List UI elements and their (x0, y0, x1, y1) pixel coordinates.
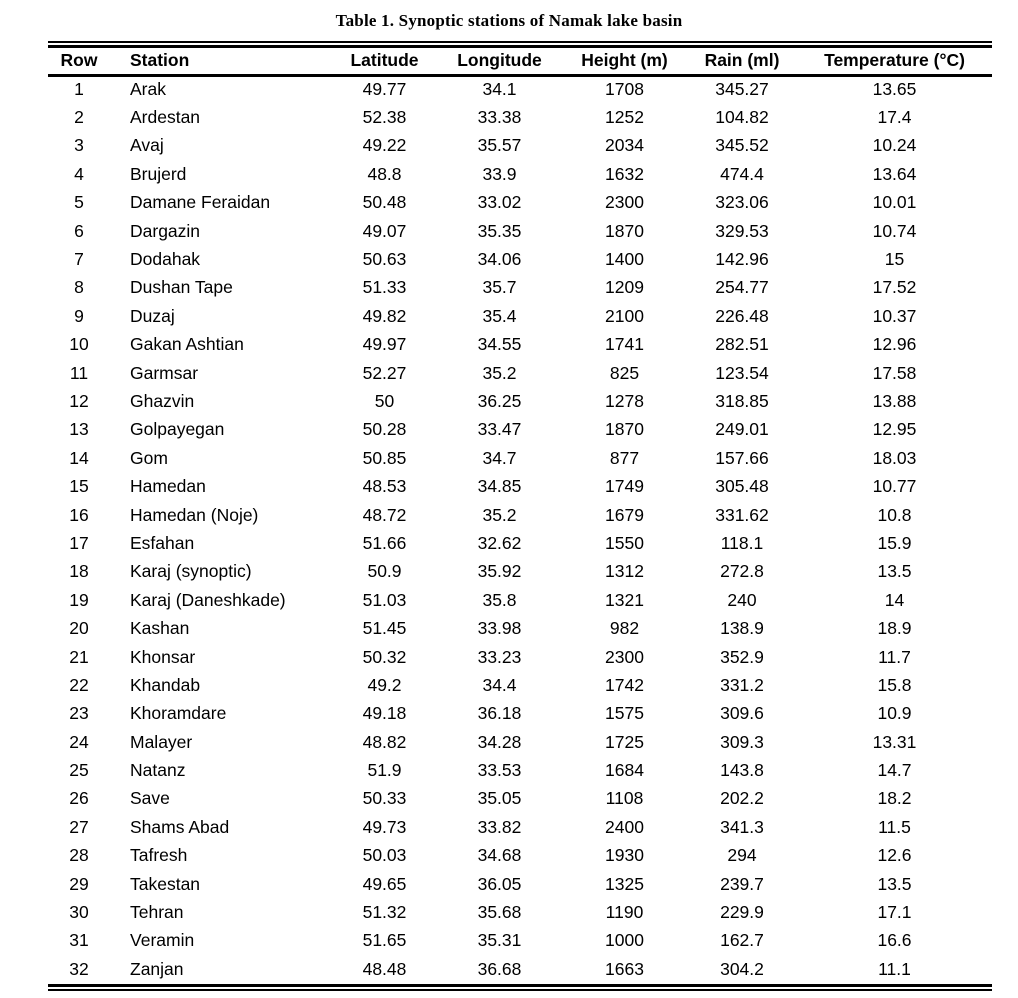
cell-latitude: 50.28 (362, 419, 407, 440)
cell-longitude: 34.28 (477, 731, 522, 752)
cell-row-number: 1 (74, 79, 84, 100)
cell-station-name: Shams Abad (130, 816, 230, 837)
cell-height: 1400 (605, 249, 644, 270)
cell-height: 1550 (605, 532, 644, 553)
cell-row-number: 19 (69, 589, 89, 610)
table-row (48, 529, 992, 557)
cell-height: 2300 (605, 646, 644, 667)
cell-longitude: 35.92 (477, 561, 522, 582)
cell-station-name: Malayer (130, 731, 193, 752)
cell-rain: 309.6 (720, 703, 764, 724)
cell-rain: 249.01 (715, 419, 769, 440)
cell-rain: 329.53 (715, 220, 769, 241)
cell-station-name: Hamedan (Noje) (130, 504, 259, 525)
table-row (48, 898, 992, 926)
cell-latitude: 51.32 (362, 902, 407, 923)
cell-latitude: 49.22 (362, 135, 407, 156)
cell-height: 1749 (605, 476, 644, 497)
cell-temperature: 17.4 (877, 107, 912, 128)
cell-longitude: 33.98 (477, 618, 522, 639)
cell-latitude: 48.8 (367, 163, 402, 184)
cell-station-name: Damane Feraidan (130, 192, 271, 213)
cell-station-name: Hamedan (130, 476, 206, 497)
cell-height: 1708 (605, 79, 644, 100)
cell-latitude: 51.45 (362, 618, 407, 639)
cell-row-number: 29 (69, 873, 89, 894)
cell-latitude: 50.85 (362, 447, 407, 468)
cell-row-number: 24 (69, 731, 89, 752)
cell-temperature: 11.1 (878, 958, 911, 979)
stations-table (48, 41, 992, 991)
cell-height: 1741 (605, 334, 644, 355)
cell-latitude: 49.2 (367, 674, 402, 695)
cell-rain: 331.2 (720, 674, 764, 695)
cell-row-number: 6 (74, 220, 84, 241)
cell-longitude: 33.82 (477, 816, 522, 837)
cell-latitude: 52.27 (362, 362, 407, 383)
cell-row-number: 27 (69, 816, 89, 837)
cell-rain: 474.4 (720, 163, 764, 184)
cell-latitude: 49.07 (362, 220, 407, 241)
cell-station-name: Veramin (130, 930, 195, 951)
cell-longitude: 36.25 (477, 390, 522, 411)
cell-row-number: 12 (69, 390, 89, 411)
cell-station-name: Zanjan (130, 958, 184, 979)
table-row (48, 189, 992, 217)
cell-longitude: 35.2 (482, 362, 517, 383)
cell-height: 1742 (605, 674, 644, 695)
cell-row-number: 21 (69, 646, 89, 667)
table-row (48, 614, 992, 642)
cell-station-name: Takestan (130, 873, 201, 894)
cell-temperature: 10.77 (872, 476, 917, 497)
cell-height: 2100 (605, 305, 644, 326)
cell-rain: 104.82 (715, 107, 769, 128)
cell-row-number: 3 (74, 135, 84, 156)
cell-row-number: 22 (69, 674, 89, 695)
table-row (48, 813, 992, 841)
table-body (48, 75, 992, 984)
cell-station-name: Esfahan (130, 532, 195, 553)
cell-temperature: 17.52 (872, 277, 917, 298)
table-row (48, 472, 992, 500)
cell-temperature: 15.9 (877, 532, 912, 553)
cell-longitude: 35.31 (477, 930, 522, 951)
cell-rain: 345.52 (715, 135, 769, 156)
cell-rain: 239.7 (720, 873, 764, 894)
cell-height: 1312 (605, 561, 644, 582)
cell-station-name: Brujerd (130, 163, 187, 184)
cell-height: 1725 (605, 731, 644, 752)
cell-longitude: 35.4 (482, 305, 517, 326)
cell-latitude: 49.82 (362, 305, 407, 326)
cell-temperature: 17.1 (877, 902, 912, 923)
cell-temperature: 18.03 (872, 447, 917, 468)
cell-row-number: 30 (69, 902, 89, 923)
cell-rain: 352.9 (720, 646, 764, 667)
cell-height: 1684 (605, 760, 644, 781)
cell-height: 1278 (605, 390, 644, 411)
cell-longitude: 36.18 (477, 703, 522, 724)
cell-height: 1108 (605, 788, 644, 809)
cell-longitude: 36.68 (477, 958, 522, 979)
header-row-number: Row (48, 48, 110, 75)
cell-station-name: Khandab (130, 674, 201, 695)
cell-temperature: 16.6 (877, 930, 912, 951)
cell-rain: 143.8 (720, 760, 764, 781)
cell-row-number: 5 (74, 192, 84, 213)
cell-station-name: Karaj (synoptic) (130, 561, 252, 582)
cell-station-name: Duzaj (130, 305, 175, 326)
cell-longitude: 35.57 (477, 135, 522, 156)
table-row (48, 728, 992, 756)
cell-latitude: 51.66 (362, 532, 407, 553)
cell-height: 1000 (605, 930, 644, 951)
cell-latitude: 49.73 (362, 816, 407, 837)
table-header (48, 48, 992, 75)
cell-station-name: Karaj (Daneshkade) (130, 589, 286, 610)
cell-rain: 305.48 (715, 476, 769, 497)
cell-temperature: 12.95 (872, 419, 917, 440)
cell-height: 1321 (605, 589, 644, 610)
cell-row-number: 9 (74, 305, 84, 326)
cell-height: 825 (609, 362, 640, 383)
cell-station-name: Avaj (130, 135, 164, 156)
table-row (48, 359, 992, 387)
cell-temperature: 18.9 (877, 618, 912, 639)
cell-row-number: 13 (69, 419, 89, 440)
table-row (48, 387, 992, 415)
cell-station-name: Kashan (130, 618, 190, 639)
cell-station-name: Gakan Ashtian (130, 334, 244, 355)
cell-latitude: 50.32 (362, 646, 407, 667)
cell-rain: 157.66 (715, 447, 769, 468)
cell-row-number: 26 (69, 788, 89, 809)
cell-row-number: 18 (69, 561, 89, 582)
cell-latitude: 49.77 (362, 79, 407, 100)
cell-height: 1870 (605, 419, 644, 440)
cell-station-name: Save (130, 788, 170, 809)
cell-height: 1209 (605, 277, 644, 298)
cell-longitude: 33.23 (477, 646, 522, 667)
cell-rain: 118.1 (720, 532, 764, 553)
cell-rain: 142.96 (715, 249, 769, 270)
cell-rain: 304.2 (720, 958, 764, 979)
table-row (48, 302, 992, 330)
cell-longitude: 33.38 (477, 107, 522, 128)
cell-latitude: 51.9 (367, 760, 402, 781)
cell-temperature: 10.24 (872, 135, 917, 156)
cell-temperature: 12.6 (877, 845, 912, 866)
cell-longitude: 36.05 (477, 873, 522, 894)
cell-rain: 123.54 (715, 362, 769, 383)
cell-station-name: Dushan Tape (130, 277, 233, 298)
cell-temperature: 14 (884, 589, 905, 610)
cell-station-name: Dodahak (130, 249, 201, 270)
table-row (48, 103, 992, 131)
cell-temperature: 11.7 (878, 646, 911, 667)
cell-station-name: Natanz (130, 760, 186, 781)
cell-temperature: 13.88 (872, 390, 917, 411)
header-latitude: Latitude (332, 48, 437, 75)
cell-row-number: 14 (69, 447, 89, 468)
cell-rain: 318.85 (715, 390, 769, 411)
cell-latitude: 50.33 (362, 788, 407, 809)
cell-latitude: 48.72 (362, 504, 407, 525)
cell-rain: 138.9 (720, 618, 764, 639)
table-row (48, 75, 992, 103)
cell-latitude: 51.33 (362, 277, 407, 298)
cell-row-number: 15 (69, 476, 89, 497)
cell-latitude: 50.48 (362, 192, 407, 213)
header-height: Height (m) (562, 48, 687, 75)
header-rain: Rain (ml) (687, 48, 797, 75)
cell-station-name: Khoramdare (130, 703, 227, 724)
cell-row-number: 25 (69, 760, 89, 781)
table-row (48, 842, 992, 870)
cell-station-name: Dargazin (130, 220, 201, 241)
cell-height: 1663 (605, 958, 644, 979)
header-temperature: Temperature (°C) (797, 48, 992, 75)
cell-rain: 294 (727, 845, 757, 866)
table-row (48, 274, 992, 302)
cell-height: 2400 (605, 816, 644, 837)
cell-temperature: 10.74 (872, 220, 917, 241)
cell-station-name: Golpayegan (130, 419, 225, 440)
cell-temperature: 15.8 (877, 674, 912, 695)
cell-latitude: 50.63 (362, 249, 407, 270)
table-row (48, 132, 992, 160)
cell-height: 1632 (605, 163, 644, 184)
cell-temperature: 13.65 (872, 79, 917, 100)
bottom-outer-rule (48, 989, 992, 991)
cell-latitude: 51.65 (362, 930, 407, 951)
cell-row-number: 11 (69, 362, 89, 383)
cell-temperature: 10.8 (877, 504, 912, 525)
cell-latitude: 48.48 (362, 958, 407, 979)
cell-temperature: 14.7 (877, 760, 912, 781)
cell-longitude: 33.53 (477, 760, 522, 781)
cell-longitude: 33.47 (477, 419, 522, 440)
cell-row-number: 23 (69, 703, 89, 724)
cell-longitude: 35.8 (482, 589, 517, 610)
table-row (48, 217, 992, 245)
cell-row-number: 28 (69, 845, 89, 866)
cell-temperature: 11.5 (878, 816, 911, 837)
cell-height: 2300 (605, 192, 644, 213)
table-row (48, 444, 992, 472)
cell-row-number: 10 (69, 334, 89, 355)
table-row (48, 671, 992, 699)
cell-temperature: 13.31 (872, 731, 917, 752)
cell-rain: 202.2 (720, 788, 764, 809)
table-row (48, 331, 992, 359)
cell-station-name: Arak (130, 79, 166, 100)
cell-station-name: Tehran (130, 902, 184, 923)
table-row (48, 586, 992, 614)
table-row (48, 785, 992, 813)
cell-row-number: 2 (74, 107, 84, 128)
cell-rain: 282.51 (715, 334, 769, 355)
cell-rain: 309.3 (720, 731, 764, 752)
cell-station-name: Garmsar (130, 362, 199, 383)
table-row (48, 955, 992, 983)
cell-row-number: 8 (74, 277, 84, 298)
cell-row-number: 7 (74, 249, 84, 270)
header-longitude: Longitude (437, 48, 562, 75)
cell-rain: 162.7 (720, 930, 764, 951)
table-row (48, 700, 992, 728)
header-station: Station (110, 48, 332, 75)
header-row (48, 48, 992, 75)
cell-rain: 226.48 (715, 305, 769, 326)
cell-rain: 341.3 (720, 816, 764, 837)
table-row (48, 756, 992, 784)
cell-row-number: 32 (69, 958, 89, 979)
cell-temperature: 13.64 (872, 163, 917, 184)
cell-height: 1930 (605, 845, 644, 866)
cell-latitude: 49.18 (362, 703, 407, 724)
cell-height: 2034 (605, 135, 644, 156)
cell-longitude: 34.7 (482, 447, 517, 468)
cell-height: 982 (609, 618, 640, 639)
cell-longitude: 34.06 (477, 249, 522, 270)
cell-longitude: 34.1 (482, 79, 517, 100)
cell-temperature: 17.58 (872, 362, 917, 383)
cell-latitude: 48.53 (362, 476, 407, 497)
cell-latitude: 52.38 (362, 107, 407, 128)
cell-longitude: 35.05 (477, 788, 522, 809)
cell-temperature: 10.9 (877, 703, 912, 724)
cell-longitude: 35.2 (482, 504, 517, 525)
cell-row-number: 4 (74, 163, 84, 184)
cell-longitude: 34.55 (477, 334, 522, 355)
table-row (48, 416, 992, 444)
cell-latitude: 50 (374, 390, 395, 411)
cell-longitude: 34.68 (477, 845, 522, 866)
cell-temperature: 12.96 (872, 334, 917, 355)
cell-rain: 229.9 (720, 902, 764, 923)
cell-temperature: 13.5 (877, 873, 912, 894)
cell-station-name: Ardestan (130, 107, 201, 128)
cell-temperature: 10.37 (872, 305, 917, 326)
cell-rain: 272.8 (720, 561, 764, 582)
cell-row-number: 16 (69, 504, 89, 525)
table-row (48, 558, 992, 586)
data-table (48, 48, 992, 984)
cell-latitude: 51.03 (362, 589, 407, 610)
cell-temperature: 13.5 (877, 561, 912, 582)
cell-rain: 323.06 (715, 192, 769, 213)
cell-rain: 240 (727, 589, 757, 610)
cell-latitude: 50.03 (362, 845, 407, 866)
cell-station-name: Tafresh (130, 845, 188, 866)
cell-longitude: 34.4 (482, 674, 517, 695)
cell-longitude: 35.35 (477, 220, 522, 241)
cell-height: 1190 (605, 902, 644, 923)
table-row (48, 870, 992, 898)
cell-row-number: 20 (69, 618, 89, 639)
cell-rain: 345.27 (715, 79, 769, 100)
cell-longitude: 33.02 (477, 192, 522, 213)
cell-rain: 254.77 (715, 277, 769, 298)
cell-station-name: Ghazvin (130, 390, 195, 411)
cell-row-number: 31 (69, 930, 89, 951)
cell-height: 1575 (605, 703, 644, 724)
cell-temperature: 18.2 (877, 788, 912, 809)
table-row (48, 501, 992, 529)
cell-latitude: 49.65 (362, 873, 407, 894)
cell-latitude: 49.97 (362, 334, 407, 355)
cell-temperature: 10.01 (872, 192, 917, 213)
cell-height: 1325 (605, 873, 644, 894)
table-caption: Table 1. Synoptic stations of Namak lake basin (335, 11, 683, 30)
cell-height: 877 (609, 447, 640, 468)
cell-row-number: 17 (69, 532, 89, 553)
cell-height: 1870 (605, 220, 644, 241)
cell-station-name: Gom (130, 447, 168, 468)
cell-station-name: Khonsar (130, 646, 196, 667)
cell-temperature: 15 (884, 249, 905, 270)
cell-longitude: 33.9 (482, 163, 517, 184)
cell-latitude: 50.9 (367, 561, 402, 582)
cell-height: 1679 (605, 504, 644, 525)
cell-longitude: 35.7 (482, 277, 517, 298)
table-row (48, 245, 992, 273)
cell-longitude: 35.68 (477, 902, 522, 923)
table-row (48, 927, 992, 955)
table-row (48, 160, 992, 188)
cell-latitude: 48.82 (362, 731, 407, 752)
table-row (48, 643, 992, 671)
cell-longitude: 34.85 (477, 476, 522, 497)
cell-height: 1252 (605, 107, 644, 128)
cell-rain: 331.62 (715, 504, 769, 525)
cell-longitude: 32.62 (477, 532, 522, 553)
